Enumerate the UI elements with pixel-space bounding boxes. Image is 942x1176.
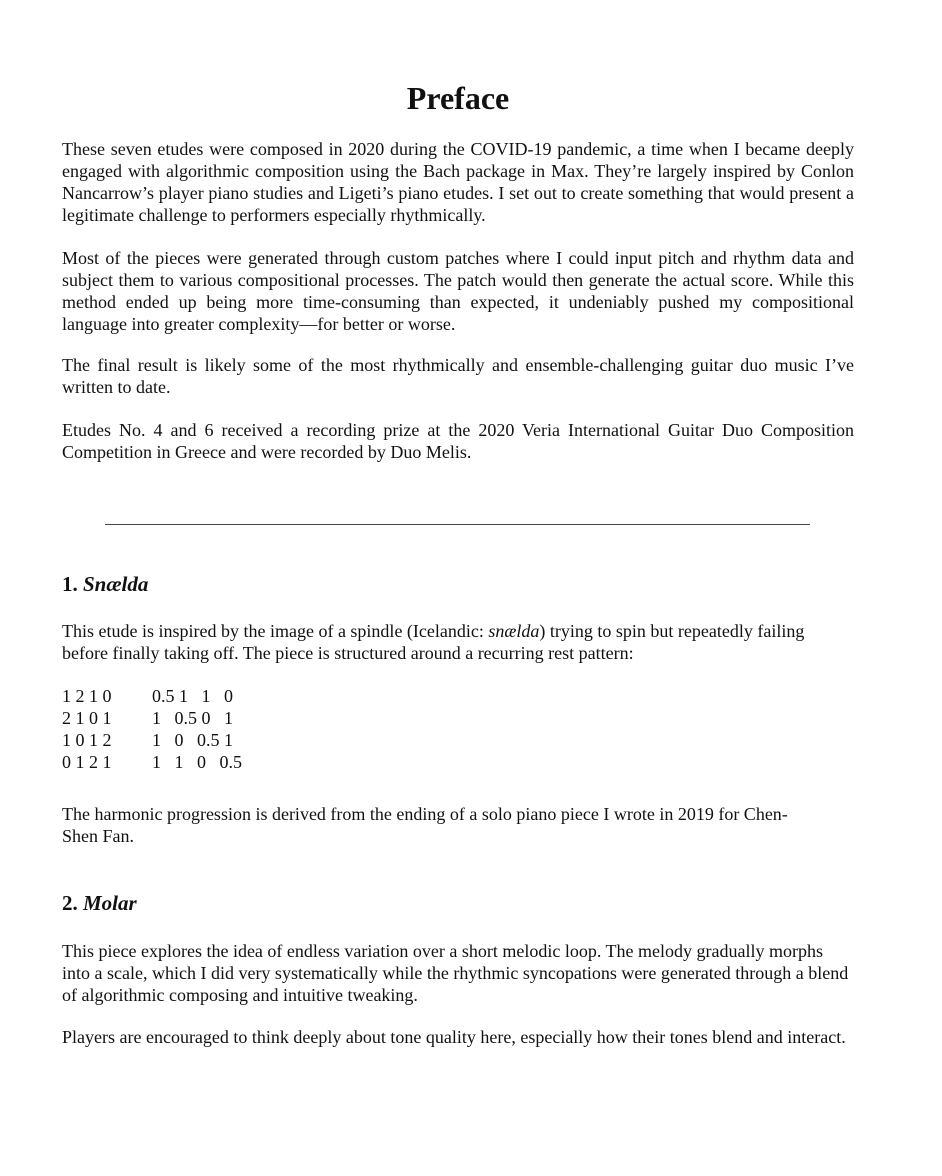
etude-1-name: Snælda	[83, 572, 149, 596]
etude-1-number: 1.	[62, 572, 78, 596]
etude-1-intro-end: ) trying to spin but repeatedly failing before finally taking off. The piece is structured around a recurring rest pattern:	[62, 621, 805, 663]
preface-paragraph-2: Most of the pieces were generated through custom patches where I could input pitch and rhythm data and subject them to various compositional processes. The patch would then generate the actual score. While this method ended up being more time-consuming than expected, it undeniably pushed my compositional language into greater complexity—for better or worse.	[62, 248, 854, 334]
etude-2-paragraph-1: This piece explores the idea of endless variation over a short melodic loop. The melody gradually morphs into a scale, which I did very systematically while the rhythmic syncopations were generated through a blend of algorithmic composing and intuitive tweaking.	[62, 941, 849, 1005]
page-title: Preface	[406, 80, 510, 116]
etude-1-intro	[62, 620, 822, 664]
pattern-cell: 1 1 0 0.5	[152, 752, 242, 772]
etude-1-intro-start: This etude is inspired by the image of a spindle (Icelandic:	[62, 621, 489, 641]
etude-1-intro-italic: snælda	[488, 621, 540, 641]
pattern-cell: 1 0 1 2	[62, 730, 112, 750]
etude-2-heading	[62, 890, 854, 916]
pattern-cell: 2 1 0 1	[62, 708, 112, 728]
preface-paragraph-1: These seven etudes were composed in 2020 during the COVID-19 pandemic, a time when I became deeply engaged with algorithmic composition using the Bach package in Max. They’re largely inspired by Conlon Nancarrow’s player piano studies and Ligeti’s piano etudes. I set out to create something that would present a legitimate challenge to performers especially rhythmically.	[62, 139, 854, 225]
pattern-cell: 1 0.5 0 1	[152, 708, 233, 728]
preface-paragraph-4: Etudes No. 4 and 6 received a recording prize at the 2020 Veria International Guitar Duo Composition Competition in Greece and were recorded by Duo Melis.	[62, 420, 854, 462]
pattern-row	[62, 729, 242, 751]
rest-pattern-table	[62, 685, 242, 773]
pattern-cell: 0 1 2 1	[62, 752, 112, 772]
section-divider	[105, 524, 810, 525]
preface-paragraph-3: The final result is likely some of the most rhythmically and ensemble-challenging guitar duo music I’ve written to date.	[62, 355, 854, 397]
etude-1-heading	[62, 571, 854, 597]
pattern-cell: 1 2 1 0	[62, 686, 112, 706]
etude-2-paragraph-2: Players are encouraged to think deeply about tone quality here, especially how their tones blend and interact.	[62, 1027, 846, 1047]
etude-2-number: 2.	[62, 891, 78, 915]
pattern-row	[62, 685, 242, 707]
pattern-cell: 0.5 1 1 0	[152, 686, 233, 706]
pattern-row	[62, 707, 242, 729]
etude-1-closing: The harmonic progression is derived from the ending of a solo piano piece I wrote in 2019 for Chen-Shen Fan.	[62, 804, 788, 846]
etude-2-name: Molar	[83, 891, 137, 915]
pattern-cell: 1 0 0.5 1	[152, 730, 233, 750]
pattern-row	[62, 751, 242, 773]
